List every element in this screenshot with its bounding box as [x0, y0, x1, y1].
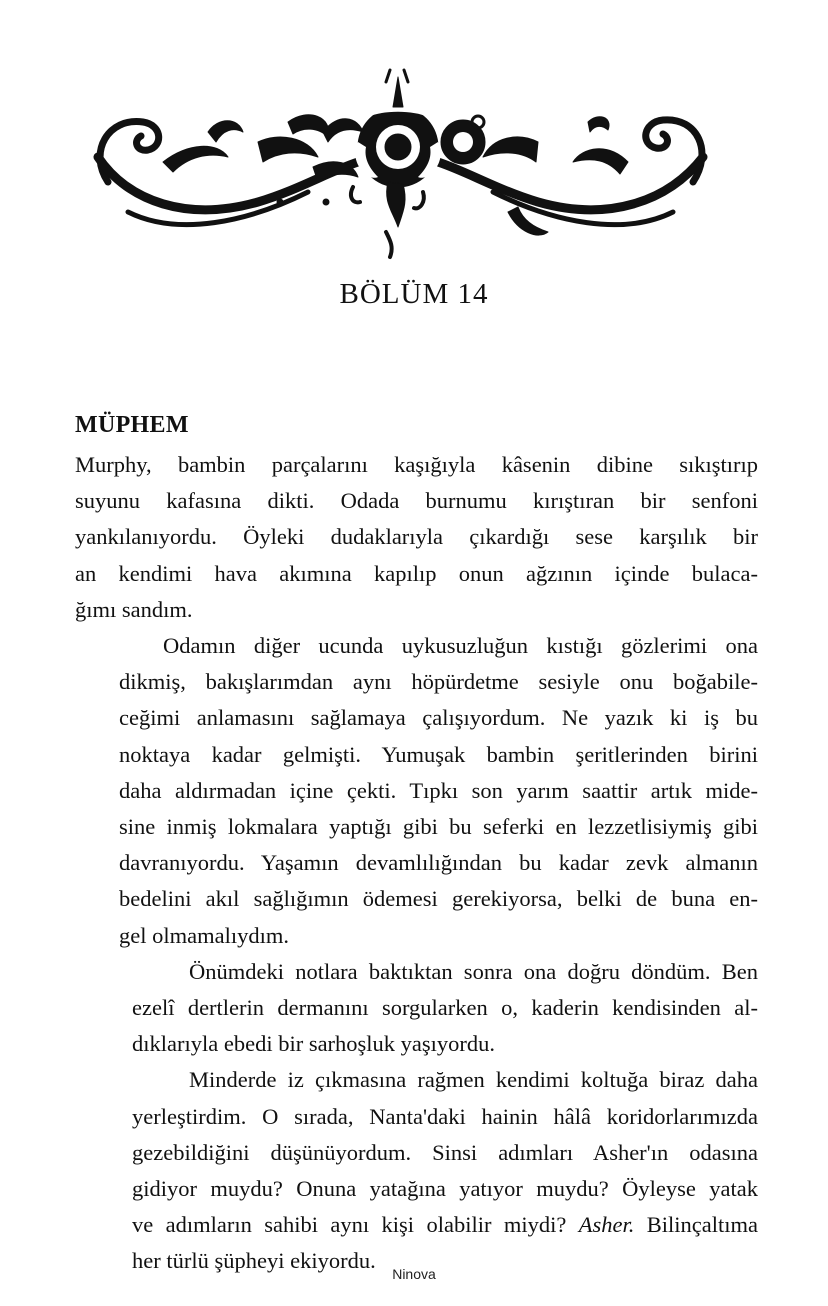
text-line: suyunu kafasına dikti. Odada burnumu kırıştıran bir senfoni	[75, 488, 758, 514]
text-line: yerleştirdim. O sırada, Nanta'daki hainin hâlâ koridorlarımızda	[132, 1103, 758, 1129]
text-line: noktaya kadar gelmişti. Yumuşak bambin şeritlerinden birini	[119, 741, 758, 767]
text-line: daha aldırmadan içine çekti. Tıpkı son yarım saattir artık mide-	[119, 777, 758, 803]
publisher-footer: Ninova	[392, 1266, 436, 1282]
text-line: an kendimi hava akımına kapılıp onun ağzının içinde bulaca-	[75, 560, 758, 586]
text-line: sine inmiş lokmalara yaptığı gibi bu seferki en lezzetlisiymiş gibi	[119, 814, 758, 840]
text-line: dıklarıyla ebedi bir sarhoşluk yaşıyordu.	[132, 1031, 496, 1057]
text-line: Odamın diğer ucunda uykusuzluğun kıstığı gözlerimi ona	[163, 633, 758, 659]
text-line: bedelini akıl sağlığımın ödemesi gerekiyorsa, belki de buna en-	[119, 886, 758, 912]
paragraph-2	[75, 628, 758, 954]
text-line: davranıyordu. Yaşamın devamlılığından bu kadar zevk almanın	[119, 850, 758, 876]
body-text	[75, 447, 758, 1280]
text-fragment: ve adımların sahibi aynı kişi olabilir miydi?	[132, 1212, 567, 1238]
paragraph-3	[75, 954, 758, 1063]
text-line: Minderde iz çıkmasına rağmen kendimi koltuğa biraz daha	[189, 1067, 758, 1093]
text-fragment: Bilinçaltıma	[634, 1212, 758, 1238]
floral-ornament-icon	[68, 62, 728, 262]
text-line	[75, 1207, 758, 1243]
text-line: gidiyor muydu? Onuna yatağına yatıyor muydu? Öyleyse yatak	[132, 1176, 758, 1202]
text-line: yankılanıyordu. Öyleki dudaklarıyla çıkardığı sese karşılık bir	[75, 524, 758, 550]
section-title: MÜPHEM	[75, 412, 189, 438]
paragraph-1	[75, 447, 758, 628]
text-line: gel olmamalıydım.	[119, 922, 289, 948]
text-line: gezebildiğini düşünüyordum. Sinsi adımları Asher'ın odasına	[132, 1139, 758, 1165]
paragraph-4	[75, 1062, 758, 1279]
text-line: ğımı sandım.	[75, 596, 193, 622]
text-line: her türlü şüpheyi ekiyordu.	[132, 1248, 376, 1274]
text-line: Önümdeki notlara baktıktan sonra ona doğru döndüm. Ben	[189, 958, 758, 984]
italic-name: Asher.	[578, 1212, 635, 1238]
chapter-title: BÖLÜM 14	[339, 278, 489, 310]
text-line: ceğimi anlamasını sağlamaya çalışıyordum. Ne yazık ki iş bu	[119, 705, 758, 731]
text-line: ezelî dertlerin dermanını sorgularken o, kaderin kendisinden al-	[132, 995, 758, 1021]
text-line: Murphy, bambin parçalarını kaşığıyla kâsenin dibine sıkıştırıp	[75, 452, 758, 477]
text-line: dikmiş, bakışlarımdan aynı höpürdetme sesiyle onu boğabile-	[119, 669, 758, 695]
